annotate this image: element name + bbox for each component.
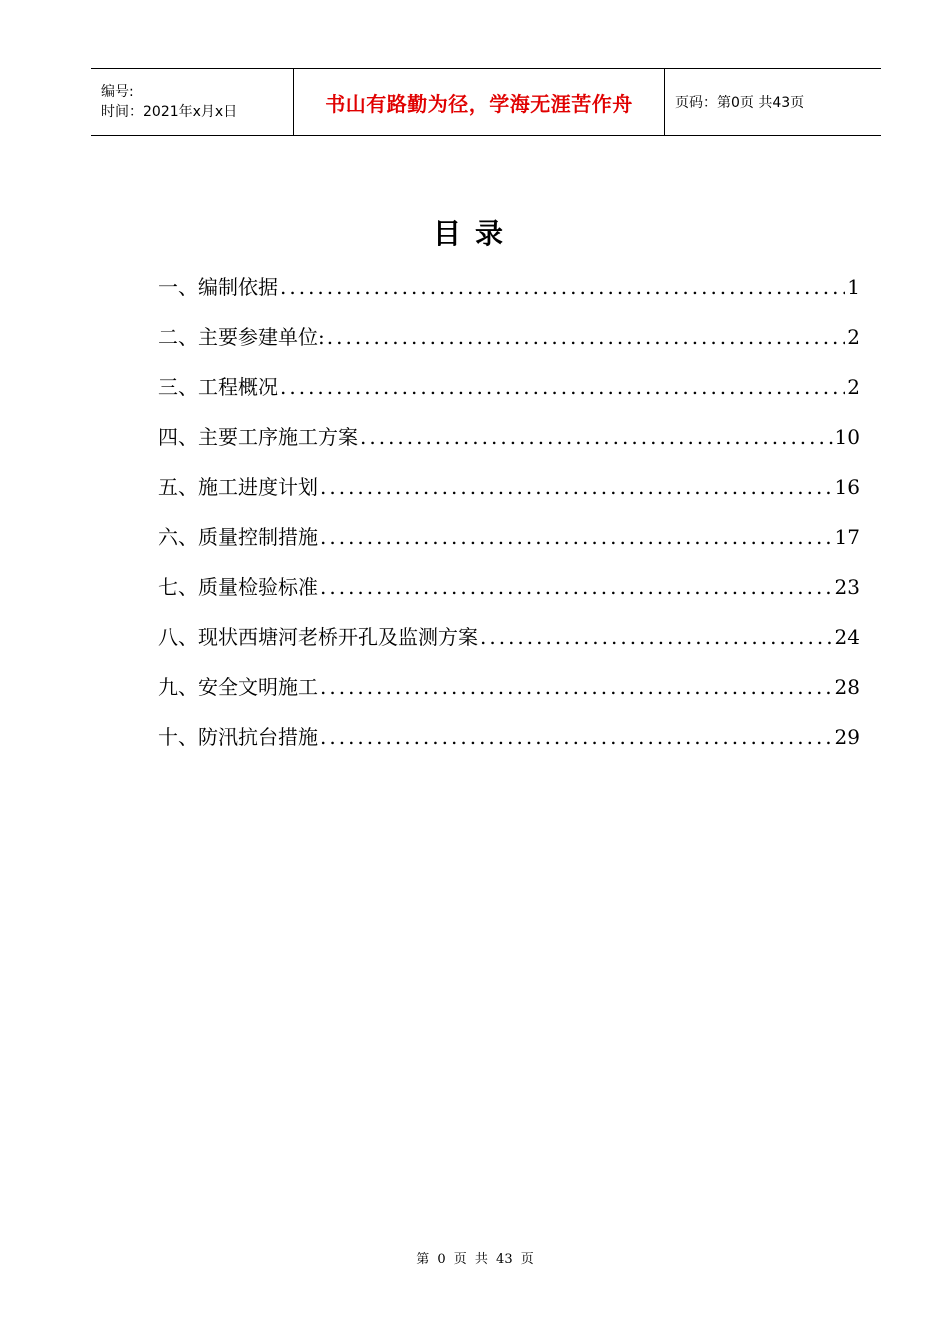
toc-entry-3[interactable] — [158, 370, 860, 420]
document-number-label: 编号: — [101, 84, 134, 100]
toc-entry-page: 23 — [834, 575, 860, 599]
toc-entry-1[interactable] — [158, 270, 860, 320]
toc-entry-label: 四、主要工序施工方案 — [158, 425, 358, 449]
toc-entry-page: 2 — [847, 375, 860, 399]
toc-leader-dots — [320, 470, 833, 504]
toc-entry-label: 八、现状西塘河老桥开孔及监测方案 — [158, 625, 478, 649]
toc-entry-label: 六、质量控制措施 — [158, 525, 318, 549]
toc-leader-dots — [480, 620, 833, 654]
page-title: 目录 — [432, 217, 517, 250]
toc-leader-dots — [320, 720, 833, 754]
toc-entry-5[interactable] — [158, 470, 860, 520]
header-motto-cell — [293, 69, 665, 135]
toc-entry-label: 一、编制依据 — [158, 275, 278, 299]
toc-entry-label: 七、质量检验标准 — [158, 575, 318, 599]
toc-entry-page: 16 — [834, 475, 860, 499]
toc-leader-dots — [280, 270, 845, 304]
toc-entry-page: 28 — [834, 675, 860, 699]
header-meta — [91, 69, 293, 135]
toc-entry-4[interactable] — [158, 420, 860, 470]
toc-leader-dots — [360, 420, 833, 454]
page-footer: 第 0 页 共 43 页 — [416, 1252, 534, 1267]
toc-leader-dots — [320, 570, 833, 604]
toc-entry-6[interactable] — [158, 520, 860, 570]
toc-entry-2[interactable] — [158, 320, 860, 370]
toc-leader-dots — [280, 370, 845, 404]
toc-leader-dots — [320, 520, 833, 554]
toc-entry-label: 二、主要参建单位: — [158, 325, 325, 349]
toc-entry-page: 29 — [834, 725, 860, 749]
toc-entry-7[interactable] — [158, 570, 860, 620]
header-page-cell — [665, 69, 881, 135]
toc-entry-page: 24 — [834, 625, 860, 649]
toc-leader-dots — [320, 670, 833, 704]
header-motto: 书山有路勤为径，学海无涯苦作舟 — [325, 91, 633, 116]
toc-entry-page: 10 — [834, 425, 860, 449]
toc-entry-page: 2 — [847, 325, 860, 349]
toc-entry-page: 17 — [834, 525, 860, 549]
toc-entry-page: 1 — [847, 275, 860, 299]
header-page-info: 页码：第0页 共43页 — [675, 95, 805, 111]
toc-entry-label: 五、施工进度计划 — [158, 475, 318, 499]
toc-entry-label: 十、防汛抗台措施 — [158, 725, 318, 749]
toc-entry-label: 九、安全文明施工 — [158, 675, 318, 699]
document-header — [91, 68, 881, 136]
toc-entry-8[interactable] — [158, 620, 860, 670]
toc-entry-10[interactable] — [158, 720, 860, 770]
toc-entry-9[interactable] — [158, 670, 860, 720]
toc-entry-label: 三、工程概况 — [158, 375, 278, 399]
table-of-contents — [158, 270, 860, 770]
toc-leader-dots — [327, 320, 846, 354]
document-time: 时间：2021年x月x日 — [101, 104, 238, 120]
